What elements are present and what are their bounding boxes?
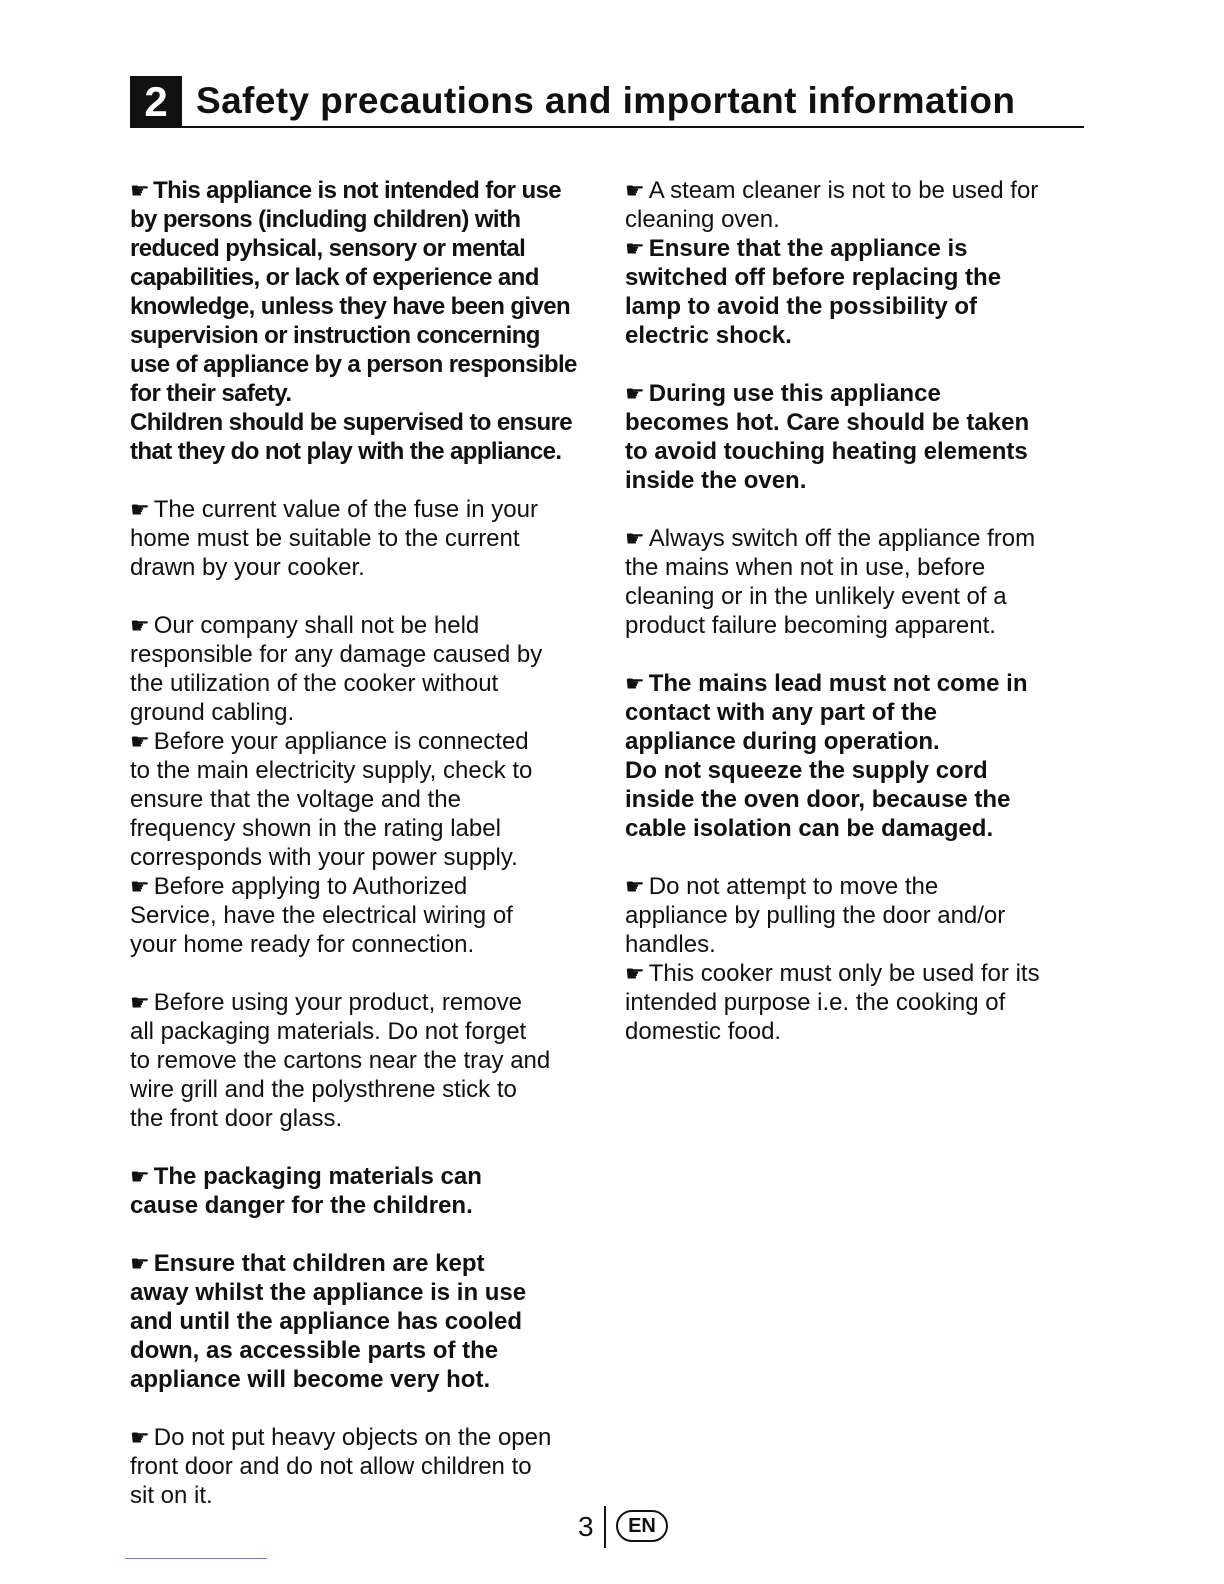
safety-item	[625, 176, 1087, 234]
safety-item-line	[130, 1423, 592, 1452]
safety-item	[130, 611, 592, 727]
safety-item-text: Always switch off the appliance from	[648, 525, 1036, 552]
safety-item-line: appliance during operation.	[625, 728, 940, 755]
section-header	[130, 76, 1084, 128]
safety-item-line: electric shock.	[625, 322, 792, 349]
safety-item-line: drawn by your cooker.	[130, 554, 365, 581]
safety-item-line: Children should be supervised to ensure	[130, 409, 573, 436]
pointing-hand-icon: ☛	[130, 729, 150, 754]
safety-item-line: cable isolation can be damaged.	[625, 815, 994, 842]
safety-item	[625, 524, 1087, 640]
safety-item-line: frequency shown in the rating label	[130, 815, 501, 842]
safety-item	[625, 872, 1087, 959]
safety-item-text: Our company shall not be held	[153, 612, 480, 639]
safety-item-line: to the main electricity supply, check to	[130, 757, 533, 784]
safety-item-line: reduced pyhsical, sensory or mental	[130, 235, 526, 262]
safety-item-text: The packaging materials can	[153, 1163, 482, 1190]
safety-item	[625, 379, 1087, 495]
safety-item-line: appliance will become very hot.	[130, 1366, 491, 1393]
safety-item-line	[130, 872, 592, 901]
pointing-hand-icon: ☛	[625, 526, 645, 551]
safety-item-text: During use this appliance	[648, 380, 941, 407]
safety-item-line: use of appliance by a person responsible	[130, 351, 577, 378]
pointing-hand-icon: ☛	[130, 1251, 150, 1276]
left-column	[130, 176, 592, 1539]
safety-item-line: for their safety.	[130, 380, 292, 407]
page-number: 3	[578, 1511, 594, 1542]
language-badge: EN	[616, 1510, 668, 1542]
safety-item-line: lamp to avoid the possibility of	[625, 293, 978, 320]
safety-item-text: Before using your product, remove	[153, 989, 522, 1016]
safety-item	[130, 495, 592, 582]
safety-item	[625, 234, 1087, 350]
safety-item-line	[130, 1162, 592, 1191]
safety-item-text: Do not put heavy objects on the open	[153, 1424, 552, 1451]
pointing-hand-icon: ☛	[130, 1164, 150, 1189]
pointing-hand-icon: ☛	[130, 874, 150, 899]
safety-item	[625, 669, 1087, 843]
safety-item-line: ground cabling.	[130, 699, 295, 726]
safety-item-text: The mains lead must not come in	[648, 670, 1028, 697]
safety-item-text: This appliance is not intended for use	[153, 177, 562, 204]
safety-item-line	[130, 495, 592, 524]
safety-item-line	[625, 379, 1087, 408]
safety-item-line: switched off before replacing the	[625, 264, 1002, 291]
safety-item-line: cause danger for the children.	[130, 1192, 473, 1219]
safety-item-line: to remove the cartons near the tray and	[130, 1047, 551, 1074]
safety-item-line: your home ready for connection.	[130, 931, 475, 958]
safety-item-line: Service, have the electrical wiring of	[130, 902, 513, 929]
safety-item-line: the front door glass.	[130, 1105, 343, 1132]
pointing-hand-icon: ☛	[625, 236, 645, 261]
chapter-number-badge: 2	[130, 76, 182, 128]
pointing-hand-icon: ☛	[130, 497, 150, 522]
safety-item-line: responsible for any damage caused by	[130, 641, 543, 668]
safety-item-line: intended purpose i.e. the cooking of	[625, 989, 1006, 1016]
safety-item-line: by persons (including children) with	[130, 206, 521, 233]
safety-item-line: home must be suitable to the current	[130, 525, 520, 552]
safety-item-line: handles.	[625, 931, 716, 958]
safety-item-line	[130, 988, 592, 1017]
pointing-hand-icon: ☛	[625, 671, 645, 696]
safety-item-text: This cooker must only be used for its	[648, 960, 1040, 987]
safety-item-line: sit on it.	[130, 1482, 213, 1509]
safety-item-line: contact with any part of the	[625, 699, 938, 726]
pointing-hand-icon: ☛	[625, 961, 645, 986]
safety-item-text: The current value of the fuse in your	[153, 496, 538, 523]
safety-item-line: wire grill and the polysthrene stick to	[130, 1076, 517, 1103]
pointing-hand-icon: ☛	[625, 381, 645, 406]
safety-item-line	[625, 524, 1087, 553]
safety-item-line: the mains when not in use, before	[625, 554, 986, 581]
pointing-hand-icon: ☛	[130, 178, 150, 203]
safety-item-line: and until the appliance has cooled	[130, 1308, 523, 1335]
safety-item-line: inside the oven.	[625, 467, 807, 494]
safety-item-line: that they do not play with the appliance.	[130, 438, 562, 465]
pointing-hand-icon: ☛	[130, 1425, 150, 1450]
safety-item	[130, 1423, 592, 1510]
page-footer	[578, 1506, 698, 1548]
safety-item-line: product failure becoming apparent.	[625, 612, 996, 639]
safety-item	[130, 176, 592, 466]
safety-item-line	[130, 1249, 592, 1278]
safety-item-line: knowledge, unless they have been given	[130, 293, 571, 320]
safety-item-line: ensure that the voltage and the	[130, 786, 461, 813]
safety-item-text: Before your appliance is connected	[153, 728, 529, 755]
right-column	[625, 176, 1087, 1075]
pointing-hand-icon: ☛	[130, 613, 150, 638]
safety-item	[130, 988, 592, 1133]
safety-item-line: all packaging materials. Do not forget	[130, 1018, 527, 1045]
safety-item-line	[625, 669, 1087, 698]
pointing-hand-icon: ☛	[625, 874, 645, 899]
safety-item-line: the utilization of the cooker without	[130, 670, 499, 697]
footer-divider	[604, 1506, 606, 1548]
safety-item-line: becomes hot. Care should be taken	[625, 409, 1030, 436]
page-title: Safety precautions and important information	[196, 80, 1016, 121]
safety-item-line: domestic food.	[625, 1018, 782, 1045]
safety-item-text: A steam cleaner is not to be used for	[648, 177, 1039, 204]
safety-item-line: appliance by pulling the door and/or	[625, 902, 1006, 929]
safety-item-line	[625, 959, 1087, 988]
safety-item	[130, 872, 592, 959]
safety-item-line: down, as accessible parts of the	[130, 1337, 499, 1364]
safety-item-line	[130, 176, 592, 205]
safety-item-text: Ensure that children are kept	[153, 1250, 485, 1277]
safety-item	[130, 1162, 592, 1220]
safety-item-text: Before applying to Authorized	[153, 873, 468, 900]
safety-item	[130, 1249, 592, 1394]
safety-item-line	[130, 727, 592, 756]
safety-item-line	[625, 234, 1087, 263]
safety-item-line: to avoid touching heating elements	[625, 438, 1028, 465]
safety-item-line: away whilst the appliance is in use	[130, 1279, 527, 1306]
safety-item-line	[625, 872, 1087, 901]
safety-item-line: cleaning or in the unlikely event of a	[625, 583, 1007, 610]
safety-item-line: supervision or instruction concerning	[130, 322, 540, 349]
safety-item	[625, 959, 1087, 1046]
scan-edge-line	[125, 1558, 267, 1559]
safety-item-line: corresponds with your power supply.	[130, 844, 518, 871]
safety-item-text: Ensure that the appliance is	[648, 235, 968, 262]
safety-item-text: Do not attempt to move the	[648, 873, 939, 900]
safety-item	[130, 727, 592, 872]
pointing-hand-icon: ☛	[625, 178, 645, 203]
safety-item-line: cleaning oven.	[625, 206, 780, 233]
pointing-hand-icon: ☛	[130, 990, 150, 1015]
safety-item-line: inside the oven door, because the	[625, 786, 1011, 813]
safety-item-line	[130, 611, 592, 640]
safety-item-line: front door and do not allow children to	[130, 1453, 532, 1480]
safety-item-line: capabilities, or lack of experience and	[130, 264, 539, 291]
safety-item-line: Do not squeeze the supply cord	[625, 757, 988, 784]
safety-item-line	[625, 176, 1087, 205]
